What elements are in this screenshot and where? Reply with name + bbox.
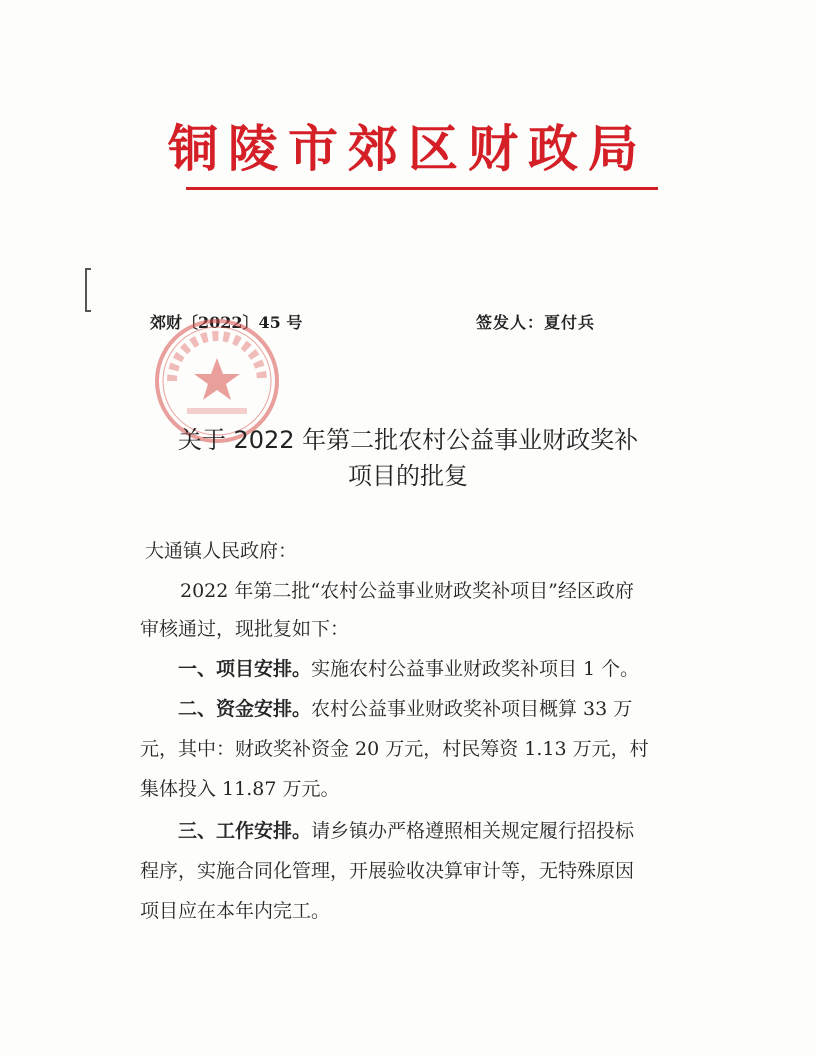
item-2: [178, 694, 632, 724]
item-3-text-2: 程序，实施合同化管理，开展验收决算审计等，无特殊原因: [140, 860, 635, 882]
item-1: [178, 654, 639, 684]
item-2-label: 二、资金安排。: [178, 698, 312, 720]
item-2-text-3: 集体投入 11.87 万元。: [140, 778, 340, 800]
item-2-text-1: 农村公益事业财政奖补项目概算 33 万: [311, 698, 633, 720]
intro-line-1: 2022 年第二批“农村公益事业财政奖补项目”经区政府: [180, 580, 634, 602]
item-3-label: 三、工作安排。: [178, 820, 312, 842]
item-1-label: 一、项目安排。: [178, 658, 312, 680]
item-2-text-2: 元，其中：财政奖补资金 20 万元，村民筹资 1.13 万元，村: [140, 738, 649, 760]
scan-edge-mark: [85, 268, 91, 312]
addressee: 大通镇人民政府：: [145, 540, 298, 562]
item-3-text-1: 请乡镇办严格遵照相关规定履行招投标: [311, 820, 635, 842]
agency-header-title: 铜陵市郊区财政局: [168, 119, 648, 178]
item-3: [178, 816, 634, 846]
document-title-line-1: 关于 2022 年第二批农村公益事业财政奖补: [177, 426, 639, 454]
red-header-rule: [186, 187, 658, 190]
document-title-line-2: 项目的批复: [348, 462, 468, 490]
item-1-text: 实施农村公益事业财政奖补项目 1 个。: [311, 658, 640, 680]
item-3-text-3: 项目应在本年内完工。: [140, 900, 331, 922]
intro-line-2: 审核通过，现批复如下：: [140, 618, 350, 640]
signer-field: 签发人：夏付兵: [476, 313, 596, 332]
document-number: 郊财〔2022〕45 号: [150, 313, 303, 332]
